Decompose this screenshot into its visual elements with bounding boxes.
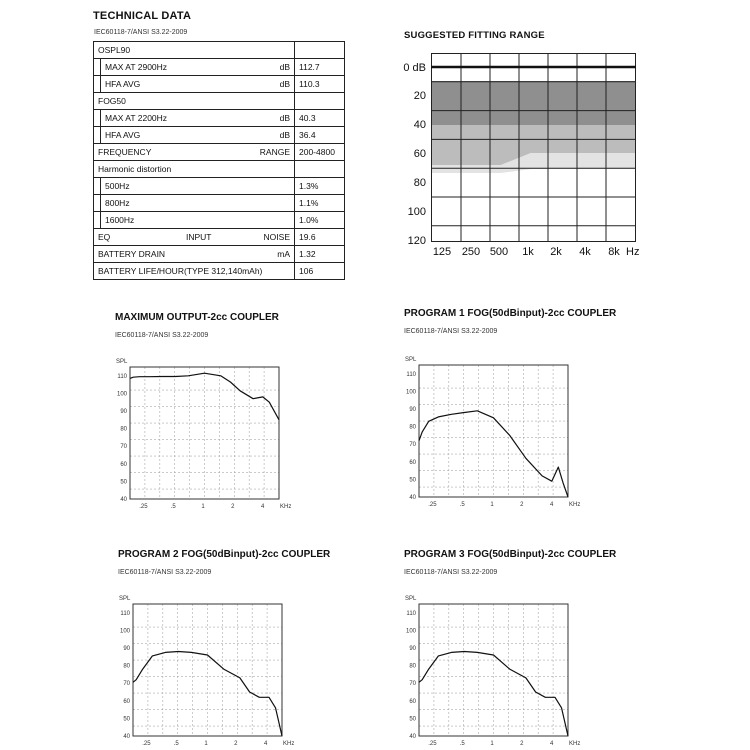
chart-x-tick: .25 <box>139 504 148 510</box>
fitting-y-label: 120 <box>407 235 426 247</box>
spec-item-unit: dB <box>253 127 294 144</box>
chart-y-tick: 80 <box>123 663 130 670</box>
chart-x-tick: 2 <box>234 741 238 747</box>
spec-indent-cell <box>94 212 101 229</box>
chart-y-tick: 80 <box>409 663 416 670</box>
spec-mid-label: INPUT <box>186 232 212 242</box>
spec-row <box>94 161 345 178</box>
spec-table <box>93 41 345 280</box>
spec-item-label: 500Hz <box>101 178 254 195</box>
chart-title: PROGRAM 1 FOG(50dBinput)-2cc COUPLER <box>404 308 617 319</box>
chart-x-tick: .5 <box>170 504 176 510</box>
fitting-y-label: 20 <box>413 90 426 102</box>
spec-row <box>94 178 345 195</box>
chart-y-label: SPL <box>116 359 128 365</box>
chart-y-tick: 40 <box>409 495 416 501</box>
spec-item-label: HFA AVG <box>101 127 254 144</box>
chart-x-tick: 4 <box>549 741 554 747</box>
spec-item-unit <box>253 212 294 229</box>
spec-item-label: HFA AVG <box>101 76 254 93</box>
chart-y-tick: 70 <box>123 681 130 688</box>
chart-y-tick: 70 <box>409 681 416 688</box>
chart-y-tick: 90 <box>120 409 127 415</box>
fitting-y-label: 0 dB <box>403 62 426 74</box>
chart-y-tick: 100 <box>405 628 416 635</box>
spec-item-label: MAX AT 2900Hz <box>101 59 254 76</box>
spec-item-label: MAX AT 2200Hz <box>101 110 254 127</box>
spec-indent-cell <box>94 110 101 127</box>
chart-x-tick: 1 <box>204 741 208 747</box>
chart-x-tick: .5 <box>459 502 465 508</box>
fitting-x-label: 250 <box>461 246 481 258</box>
chart-x-tick: .5 <box>173 741 179 747</box>
spec-row <box>94 263 345 280</box>
chart-x-tick: 1 <box>201 504 205 510</box>
chart-y-tick: 80 <box>120 426 127 433</box>
spec-row <box>94 195 345 212</box>
chart-y-tick: 50 <box>123 716 130 723</box>
response-chart <box>399 351 588 511</box>
chart-y-tick: 100 <box>119 628 130 635</box>
chart-y-label: SPL <box>405 357 417 363</box>
spec-label: BATTERY DRAIN <box>98 249 166 259</box>
spec-row <box>94 229 345 246</box>
fitting-x-label: 8k <box>608 246 620 258</box>
chart-y-tick: 100 <box>405 389 416 396</box>
spec-indent-cell <box>94 76 101 93</box>
spec-item-value: 1.0% <box>295 212 345 229</box>
spec-item-value: 106 <box>295 263 345 280</box>
spec-label: BATTERY LIFE/HOUR(TYPE 312,140mAh) <box>98 266 263 276</box>
chart-y-tick: 80 <box>409 424 416 431</box>
spec-indent-cell <box>94 195 101 212</box>
chart-x-unit: KHz <box>569 741 581 747</box>
spec-full-label <box>94 263 295 280</box>
chart-y-tick: 40 <box>123 734 130 740</box>
spec-item-value: 40.3 <box>295 110 345 127</box>
spec-label: EQ <box>98 232 111 242</box>
chart-x-unit: KHz <box>569 502 581 508</box>
technical-data-title: TECHNICAL DATA <box>93 10 192 22</box>
chart-standard: IEC60118-7/ANSI S3.22-2009 <box>404 569 498 576</box>
spec-full-label <box>94 246 295 263</box>
fitting-range-chart <box>431 53 636 242</box>
chart-x-tick: 2 <box>231 504 235 510</box>
spec-unit: NOISE <box>263 232 290 242</box>
fitting-range-title: SUGGESTED FITTING RANGE <box>404 30 545 41</box>
chart-x-tick: 4 <box>549 502 554 508</box>
spec-item-value: 1.1% <box>295 195 345 212</box>
spec-item-label: 1600Hz <box>101 212 254 229</box>
spec-row <box>94 246 345 263</box>
fitting-y-label: 80 <box>413 177 426 189</box>
chart-y-tick: 50 <box>120 479 127 486</box>
spec-unit: RANGE <box>259 147 290 157</box>
spec-item-unit: dB <box>253 110 294 127</box>
spec-full-label <box>94 144 295 161</box>
chart-y-tick: 70 <box>409 442 416 449</box>
spec-item-value: 1.32 <box>295 246 345 263</box>
chart-y-tick: 110 <box>120 610 130 617</box>
spec-indent-cell <box>94 127 101 144</box>
chart-y-tick: 110 <box>406 371 416 378</box>
spec-full-label <box>94 229 295 246</box>
fitting-x-label: 2k <box>550 246 562 258</box>
chart-x-tick: 2 <box>520 741 524 747</box>
spec-indent-cell <box>94 59 101 76</box>
chart-y-tick: 70 <box>120 444 127 451</box>
spec-item-unit <box>253 178 294 195</box>
chart-y-tick: 60 <box>120 461 127 468</box>
chart-y-tick: 60 <box>409 698 416 705</box>
spec-row <box>94 93 345 110</box>
spec-value-cell <box>295 93 345 110</box>
spec-value-cell <box>295 42 345 59</box>
chart-y-tick: 110 <box>117 373 127 380</box>
spec-item-value: 112.7 <box>295 59 345 76</box>
spec-group-label: OSPL90 <box>94 42 295 59</box>
chart-x-tick: .25 <box>428 502 437 508</box>
chart-x-tick: 2 <box>520 502 524 508</box>
chart-y-tick: 110 <box>406 610 416 617</box>
response-chart <box>399 590 588 750</box>
chart-y-tick: 50 <box>409 716 416 723</box>
fitting-y-label: 100 <box>407 206 426 218</box>
spec-row <box>94 127 345 144</box>
fitting-x-label: 4k <box>579 246 591 258</box>
chart-standard: IEC60118-7/ANSI S3.22-2009 <box>115 332 209 339</box>
chart-y-tick: 90 <box>409 646 416 652</box>
chart-y-tick: 60 <box>123 698 130 705</box>
fitting-x-label: 500 <box>489 246 509 258</box>
chart-y-label: SPL <box>119 596 131 602</box>
spec-row <box>94 59 345 76</box>
chart-x-tick: 1 <box>490 741 494 747</box>
chart-y-tick: 40 <box>409 734 416 740</box>
chart-x-unit: KHz <box>283 741 295 747</box>
fitting-y-label: 60 <box>413 148 426 160</box>
chart-title: MAXIMUM OUTPUT-2cc COUPLER <box>115 312 279 323</box>
chart-x-tick: .25 <box>142 741 151 747</box>
spec-row <box>94 212 345 229</box>
spec-value-cell <box>295 161 345 178</box>
chart-x-tick: .25 <box>428 741 437 747</box>
chart-y-tick: 60 <box>409 459 416 466</box>
spec-item-value: 200-4800 <box>295 144 345 161</box>
fitting-x-label: 1k <box>522 246 534 258</box>
chart-y-tick: 40 <box>120 497 127 503</box>
fitting-region-dark <box>432 81 635 125</box>
spec-label: FREQUENCY <box>98 147 152 157</box>
spec-indent-cell <box>94 178 101 195</box>
chart-standard: IEC60118-7/ANSI S3.22-2009 <box>118 569 212 576</box>
chart-title: PROGRAM 3 FOG(50dBinput)-2cc COUPLER <box>404 549 617 560</box>
fitting-y-label: 40 <box>413 119 426 131</box>
technical-data-standard: IEC60118-7/ANSI S3.22-2009 <box>94 29 188 36</box>
chart-title: PROGRAM 2 FOG(50dBinput)-2cc COUPLER <box>118 549 331 560</box>
chart-x-tick: 1 <box>490 502 494 508</box>
chart-y-tick: 90 <box>123 646 130 652</box>
response-chart <box>113 590 302 750</box>
chart-y-tick: 100 <box>116 391 127 398</box>
fitting-x-label: 125 <box>432 246 452 258</box>
chart-y-tick: 50 <box>409 477 416 484</box>
chart-x-tick: 4 <box>263 741 268 747</box>
spec-group-label: FOG50 <box>94 93 295 110</box>
spec-group-label: Harmonic distortion <box>94 161 295 178</box>
spec-item-label: 800Hz <box>101 195 254 212</box>
spec-item-unit <box>253 195 294 212</box>
chart-x-tick: 4 <box>260 504 265 510</box>
spec-unit: mA <box>277 249 290 259</box>
spec-row <box>94 144 345 161</box>
chart-x-tick: .5 <box>459 741 465 747</box>
spec-row <box>94 76 345 93</box>
spec-item-value: 110.3 <box>295 76 345 93</box>
spec-item-unit: dB <box>253 59 294 76</box>
spec-item-value: 36.4 <box>295 127 345 144</box>
spec-item-unit: dB <box>253 76 294 93</box>
spec-item-value: 19.6 <box>295 229 345 246</box>
chart-standard: IEC60118-7/ANSI S3.22-2009 <box>404 328 498 335</box>
spec-row <box>94 110 345 127</box>
chart-y-tick: 90 <box>409 407 416 413</box>
fitting-x-unit: Hz <box>626 246 640 258</box>
spec-item-value: 1.3% <box>295 178 345 195</box>
spec-row <box>94 42 345 59</box>
response-chart <box>110 353 299 513</box>
chart-x-unit: KHz <box>280 504 292 510</box>
chart-y-label: SPL <box>405 596 417 602</box>
